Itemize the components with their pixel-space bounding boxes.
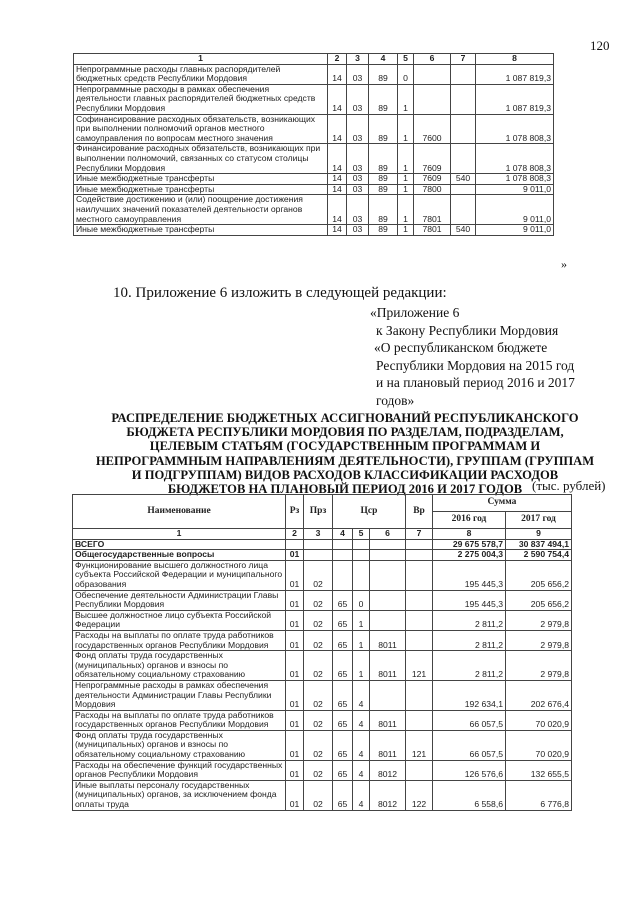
row-name: Непрограммные расходы главных распорядителей бюджетных средств Республики Мордовия bbox=[74, 64, 328, 84]
row-name: Фонд оплаты труда государственных (муниципальных) органов и взносы по обязательному социальному страхованию bbox=[73, 730, 286, 760]
row-code bbox=[286, 539, 304, 550]
row-code: 65 bbox=[333, 730, 353, 760]
row-code: 121 bbox=[406, 730, 433, 760]
budget-allocation-table bbox=[72, 494, 572, 811]
row-cell: 1 bbox=[398, 184, 414, 195]
closing-quote: » bbox=[561, 257, 567, 271]
row-cell bbox=[451, 64, 476, 84]
row-cell: 7800 bbox=[414, 184, 451, 195]
row-cell: 03 bbox=[347, 184, 369, 195]
row-name: Высшее должностное лицо субъекта Российской Федерации bbox=[73, 610, 286, 630]
heading-line: И ПОДГРУППАМ) ВИДОВ РАСХОДОВ КЛАССИФИКАЦИИ РАСХОДОВ bbox=[131, 467, 559, 482]
row-amount: 132 655,5 bbox=[506, 760, 572, 780]
row-code bbox=[406, 550, 433, 561]
row-cell: 89 bbox=[369, 225, 398, 236]
row-code: 02 bbox=[304, 760, 333, 780]
row-name: Иные выплаты персоналу государственных (муниципальных) органов, за исключением фонда оплаты труда bbox=[73, 780, 286, 810]
row-cell: 1 bbox=[398, 174, 414, 185]
table-row bbox=[73, 780, 572, 810]
row-code: 65 bbox=[333, 590, 353, 610]
column-number: 4 bbox=[333, 529, 353, 540]
row-code: 65 bbox=[333, 630, 353, 650]
row-name: Содействие достижению и (или) поощрение достижения наилучших значений показателей деятельности органов местного самоуправления bbox=[74, 195, 328, 225]
row-code: 02 bbox=[304, 730, 333, 760]
row-cell: 03 bbox=[347, 64, 369, 84]
column-number: 1 bbox=[74, 54, 328, 65]
col-2016-header: 2016 год bbox=[433, 512, 506, 529]
column-number: 6 bbox=[370, 529, 406, 540]
row-cell: 03 bbox=[347, 144, 369, 174]
row-amount: 205 656,2 bbox=[506, 560, 572, 590]
column-number: 4 bbox=[369, 54, 398, 65]
row-cell: 89 bbox=[369, 144, 398, 174]
row-cell: 1 078 808,3 bbox=[476, 144, 554, 174]
row-cell: 14 bbox=[328, 84, 347, 114]
row-code bbox=[370, 539, 406, 550]
row-code: 65 bbox=[333, 710, 353, 730]
table-row bbox=[74, 184, 554, 195]
row-code: 4 bbox=[353, 760, 370, 780]
row-amount: 66 057,5 bbox=[433, 730, 506, 760]
row-amount: 30 837 494,1 bbox=[506, 539, 572, 550]
appendix-line: и на плановый период 2016 и 2017 bbox=[376, 375, 575, 390]
row-code bbox=[304, 550, 333, 561]
row-amount: 2 979,8 bbox=[506, 630, 572, 650]
row-code: 01 bbox=[286, 610, 304, 630]
row-code bbox=[370, 590, 406, 610]
row-cell bbox=[414, 64, 451, 84]
row-amount: 2 811,2 bbox=[433, 630, 506, 650]
row-code: 01 bbox=[286, 680, 304, 710]
row-code: 8011 bbox=[370, 710, 406, 730]
table-row bbox=[74, 225, 554, 236]
row-code bbox=[370, 560, 406, 590]
row-name: Финансирование расходных обязательств, возникающих при выполнении полномочий, связанных со статусом столицы Республики Мордовия bbox=[74, 144, 328, 174]
row-amount: 2 811,2 bbox=[433, 651, 506, 681]
row-amount: 2 979,8 bbox=[506, 651, 572, 681]
table-row bbox=[74, 174, 554, 185]
column-number: 5 bbox=[353, 529, 370, 540]
row-code: 4 bbox=[353, 710, 370, 730]
row-cell: 9 011,0 bbox=[476, 184, 554, 195]
row-code: 8011 bbox=[370, 630, 406, 650]
column-number: 2 bbox=[286, 529, 304, 540]
row-code: 0 bbox=[353, 590, 370, 610]
row-amount: 29 675 578,7 bbox=[433, 539, 506, 550]
row-code: 02 bbox=[304, 710, 333, 730]
row-cell: 89 bbox=[369, 84, 398, 114]
row-cell: 89 bbox=[369, 195, 398, 225]
column-number: 8 bbox=[433, 529, 506, 540]
row-name: Общегосударственные вопросы bbox=[73, 550, 286, 561]
row-code bbox=[406, 680, 433, 710]
row-name: Непрограммные расходы в рамках обеспечения деятельности Администрации Главы Республики Мордовия bbox=[73, 680, 286, 710]
row-cell: 7801 bbox=[414, 195, 451, 225]
column-number: 3 bbox=[347, 54, 369, 65]
column-number: 9 bbox=[506, 529, 572, 540]
row-code: 01 bbox=[286, 651, 304, 681]
row-code bbox=[353, 560, 370, 590]
row-code: 02 bbox=[304, 610, 333, 630]
amendment-item: 10. Приложение 6 изложить в следующей редакции: bbox=[113, 285, 447, 301]
row-name: Расходы на выплаты по оплате труда работников государственных органов Республики Мордовия bbox=[73, 630, 286, 650]
table-row bbox=[73, 730, 572, 760]
row-code: 8011 bbox=[370, 730, 406, 760]
heading-line: БЮДЖЕТОВ НА ПЛАНОВЫЙ ПЕРИОД 2016 И 2017 ГОДОВ bbox=[167, 482, 523, 497]
row-cell: 1 bbox=[398, 225, 414, 236]
row-amount: 205 656,2 bbox=[506, 590, 572, 610]
column-number: 5 bbox=[398, 54, 414, 65]
table-row bbox=[73, 560, 572, 590]
row-cell: 14 bbox=[328, 225, 347, 236]
table-row bbox=[74, 114, 554, 144]
table-row bbox=[74, 84, 554, 114]
row-code: 01 bbox=[286, 560, 304, 590]
table-row bbox=[73, 651, 572, 681]
row-cell: 89 bbox=[369, 114, 398, 144]
table-row bbox=[73, 630, 572, 650]
row-cell: 1 078 808,3 bbox=[476, 114, 554, 144]
row-cell: 0 bbox=[398, 64, 414, 84]
row-code: 02 bbox=[304, 630, 333, 650]
row-code bbox=[406, 710, 433, 730]
row-code bbox=[406, 610, 433, 630]
row-cell: 540 bbox=[451, 225, 476, 236]
heading-line: ЦЕЛЕВЫМ СТАТЬЯМ (ГОСУДАРСТВЕННЫМ ПРОГРАММАМ И bbox=[149, 439, 541, 454]
col-csr-header: Цср bbox=[333, 495, 406, 529]
row-code: 01 bbox=[286, 550, 304, 561]
col-2017-header: 2017 год bbox=[506, 512, 572, 529]
column-number: 2 bbox=[328, 54, 347, 65]
column-number: 8 bbox=[476, 54, 554, 65]
row-name: Иные межбюджетные трансферты bbox=[74, 174, 328, 185]
col-name-header: Наименование bbox=[73, 495, 286, 529]
document-heading bbox=[80, 411, 610, 496]
row-code bbox=[370, 550, 406, 561]
row-code: 01 bbox=[286, 780, 304, 810]
row-code: 65 bbox=[333, 610, 353, 630]
row-cell: 1 bbox=[398, 195, 414, 225]
row-name: Расходы на обеспечение функций государственных органов Республики Мордовия bbox=[73, 760, 286, 780]
row-cell: 14 bbox=[328, 64, 347, 84]
row-code: 01 bbox=[286, 730, 304, 760]
row-code: 65 bbox=[333, 651, 353, 681]
row-code bbox=[406, 560, 433, 590]
col-sum-header: Сумма bbox=[433, 495, 572, 512]
row-code bbox=[406, 539, 433, 550]
row-name: Функционирование высшего должностного лица субъекта Российской Федерации и муниципального образования bbox=[73, 560, 286, 590]
row-amount: 6 776,8 bbox=[506, 780, 572, 810]
heading-line: НЕПРОГРАММНЫМ НАПРАВЛЕНИЯМ ДЕЯТЕЛЬНОСТИ), ГРУППАМ (ГРУППАМ bbox=[95, 453, 595, 468]
row-cell: 14 bbox=[328, 144, 347, 174]
column-number: 3 bbox=[304, 529, 333, 540]
row-cell: 7600 bbox=[414, 114, 451, 144]
col-vr-header: Вр bbox=[406, 495, 433, 529]
table-row bbox=[73, 760, 572, 780]
table-row bbox=[73, 680, 572, 710]
row-code: 8011 bbox=[370, 651, 406, 681]
row-cell: 03 bbox=[347, 84, 369, 114]
row-code bbox=[304, 539, 333, 550]
row-cell bbox=[451, 144, 476, 174]
row-name: Иные межбюджетные трансферты bbox=[74, 225, 328, 236]
row-code: 02 bbox=[304, 680, 333, 710]
row-amount: 2 590 754,4 bbox=[506, 550, 572, 561]
column-number: 7 bbox=[406, 529, 433, 540]
table-row bbox=[73, 710, 572, 730]
row-code: 65 bbox=[333, 780, 353, 810]
row-amount: 6 558,6 bbox=[433, 780, 506, 810]
row-cell: 89 bbox=[369, 174, 398, 185]
row-amount: 195 445,3 bbox=[433, 590, 506, 610]
row-code: 121 bbox=[406, 651, 433, 681]
row-cell: 1 087 819,3 bbox=[476, 84, 554, 114]
column-number: 7 bbox=[451, 54, 476, 65]
row-amount: 195 445,3 bbox=[433, 560, 506, 590]
row-amount: 2 275 004,3 bbox=[433, 550, 506, 561]
row-code bbox=[406, 590, 433, 610]
row-amount: 66 057,5 bbox=[433, 710, 506, 730]
page-number: 120 bbox=[590, 38, 610, 53]
row-cell: 89 bbox=[369, 64, 398, 84]
row-code: 02 bbox=[304, 780, 333, 810]
row-cell: 7801 bbox=[414, 225, 451, 236]
row-code: 01 bbox=[286, 590, 304, 610]
row-cell: 540 bbox=[451, 174, 476, 185]
row-cell: 7609 bbox=[414, 174, 451, 185]
units-label: (тыс. рублей) bbox=[532, 478, 606, 493]
row-cell: 1 087 819,3 bbox=[476, 64, 554, 84]
row-cell: 14 bbox=[328, 174, 347, 185]
row-code: 65 bbox=[333, 680, 353, 710]
column-number: 6 bbox=[414, 54, 451, 65]
appendix-reference bbox=[370, 304, 575, 409]
row-amount: 202 676,4 bbox=[506, 680, 572, 710]
appendix-line: Республики Мордовия на 2015 год bbox=[376, 357, 575, 373]
row-code: 1 bbox=[353, 651, 370, 681]
row-code: 8012 bbox=[370, 780, 406, 810]
row-code bbox=[370, 680, 406, 710]
row-cell bbox=[414, 84, 451, 114]
row-code bbox=[353, 539, 370, 550]
row-code: 01 bbox=[286, 760, 304, 780]
row-code: 122 bbox=[406, 780, 433, 810]
row-cell: 89 bbox=[369, 184, 398, 195]
row-amount: 192 634,1 bbox=[433, 680, 506, 710]
row-code: 01 bbox=[286, 630, 304, 650]
appendix-line: «Приложение 6 bbox=[370, 305, 460, 320]
row-code: 4 bbox=[353, 680, 370, 710]
appendix-line: к Закону Республики Мордовия bbox=[376, 322, 559, 338]
row-amount: 2 811,2 bbox=[433, 610, 506, 630]
table-row bbox=[73, 539, 572, 550]
row-name: ВСЕГО bbox=[73, 539, 286, 550]
row-cell: 1 bbox=[398, 144, 414, 174]
row-cell: 03 bbox=[347, 174, 369, 185]
row-code: 1 bbox=[353, 630, 370, 650]
row-cell: 14 bbox=[328, 114, 347, 144]
row-name: Софинансирование расходных обязательств, возникающих при выполнении полномочий органов местного самоуправления по вопросам местного значения bbox=[74, 114, 328, 144]
row-cell: 03 bbox=[347, 225, 369, 236]
row-amount: 70 020,9 bbox=[506, 730, 572, 760]
row-cell bbox=[451, 184, 476, 195]
continued-budget-table bbox=[73, 53, 554, 236]
row-name: Непрограммные расходы в рамках обеспечения деятельности главных распорядителей бюджетных средств Республики Мордовия bbox=[74, 84, 328, 114]
row-name: Иные межбюджетные трансферты bbox=[74, 184, 328, 195]
row-code: 1 bbox=[353, 610, 370, 630]
row-amount: 70 020,9 bbox=[506, 710, 572, 730]
row-cell: 03 bbox=[347, 195, 369, 225]
table-row bbox=[73, 590, 572, 610]
row-code bbox=[353, 550, 370, 561]
row-code: 02 bbox=[304, 651, 333, 681]
column-numbers-row bbox=[73, 529, 572, 540]
row-code bbox=[406, 760, 433, 780]
row-code: 8012 bbox=[370, 760, 406, 780]
row-amount: 2 979,8 bbox=[506, 610, 572, 630]
row-name: Обеспечение деятельности Администрации Главы Республики Мордовия bbox=[73, 590, 286, 610]
table-row bbox=[74, 64, 554, 84]
row-cell bbox=[451, 195, 476, 225]
column-number: 1 bbox=[73, 529, 286, 540]
row-cell: 9 011,0 bbox=[476, 225, 554, 236]
table-row bbox=[74, 195, 554, 225]
heading-line: БЮДЖЕТА РЕСПУБЛИКИ МОРДОВИЯ ПО РАЗДЕЛАМ, ПОДРАЗДЕЛАМ, bbox=[126, 425, 564, 440]
row-cell bbox=[451, 114, 476, 144]
row-code: 4 bbox=[353, 730, 370, 760]
row-cell: 7609 bbox=[414, 144, 451, 174]
row-code: 01 bbox=[286, 710, 304, 730]
appendix-line: годов» bbox=[376, 392, 415, 408]
row-name: Расходы на выплаты по оплате труда работников государственных органов Республики Мордовия bbox=[73, 710, 286, 730]
row-code bbox=[333, 550, 353, 561]
table-row bbox=[73, 610, 572, 630]
row-cell: 1 078 808,3 bbox=[476, 174, 554, 185]
row-cell: 14 bbox=[328, 195, 347, 225]
table-header-row bbox=[74, 54, 554, 65]
row-cell: 9 011,0 bbox=[476, 195, 554, 225]
col-rz-header: Рз bbox=[286, 495, 304, 529]
table-row bbox=[74, 144, 554, 174]
row-cell: 03 bbox=[347, 114, 369, 144]
row-code: 65 bbox=[333, 760, 353, 780]
row-code bbox=[406, 630, 433, 650]
row-name: Фонд оплаты труда государственных (муниципальных) органов и взносы по обязательному социальному страхованию bbox=[73, 651, 286, 681]
row-cell: 1 bbox=[398, 114, 414, 144]
row-cell: 14 bbox=[328, 184, 347, 195]
row-code bbox=[333, 539, 353, 550]
row-code: 02 bbox=[304, 560, 333, 590]
row-cell bbox=[451, 84, 476, 114]
appendix-line: «О республиканском бюджете bbox=[374, 340, 548, 355]
row-cell: 1 bbox=[398, 84, 414, 114]
row-code bbox=[333, 560, 353, 590]
row-code: 02 bbox=[304, 590, 333, 610]
row-code bbox=[370, 610, 406, 630]
heading-line: РАСПРЕДЕЛЕНИЕ БЮДЖЕТНЫХ АССИГНОВАНИЙ РЕСПУБЛИКАНСКОГО bbox=[111, 411, 579, 425]
row-amount: 126 576,6 bbox=[433, 760, 506, 780]
table-row bbox=[73, 550, 572, 561]
row-code: 4 bbox=[353, 780, 370, 810]
col-prz-header: Прз bbox=[304, 495, 333, 529]
